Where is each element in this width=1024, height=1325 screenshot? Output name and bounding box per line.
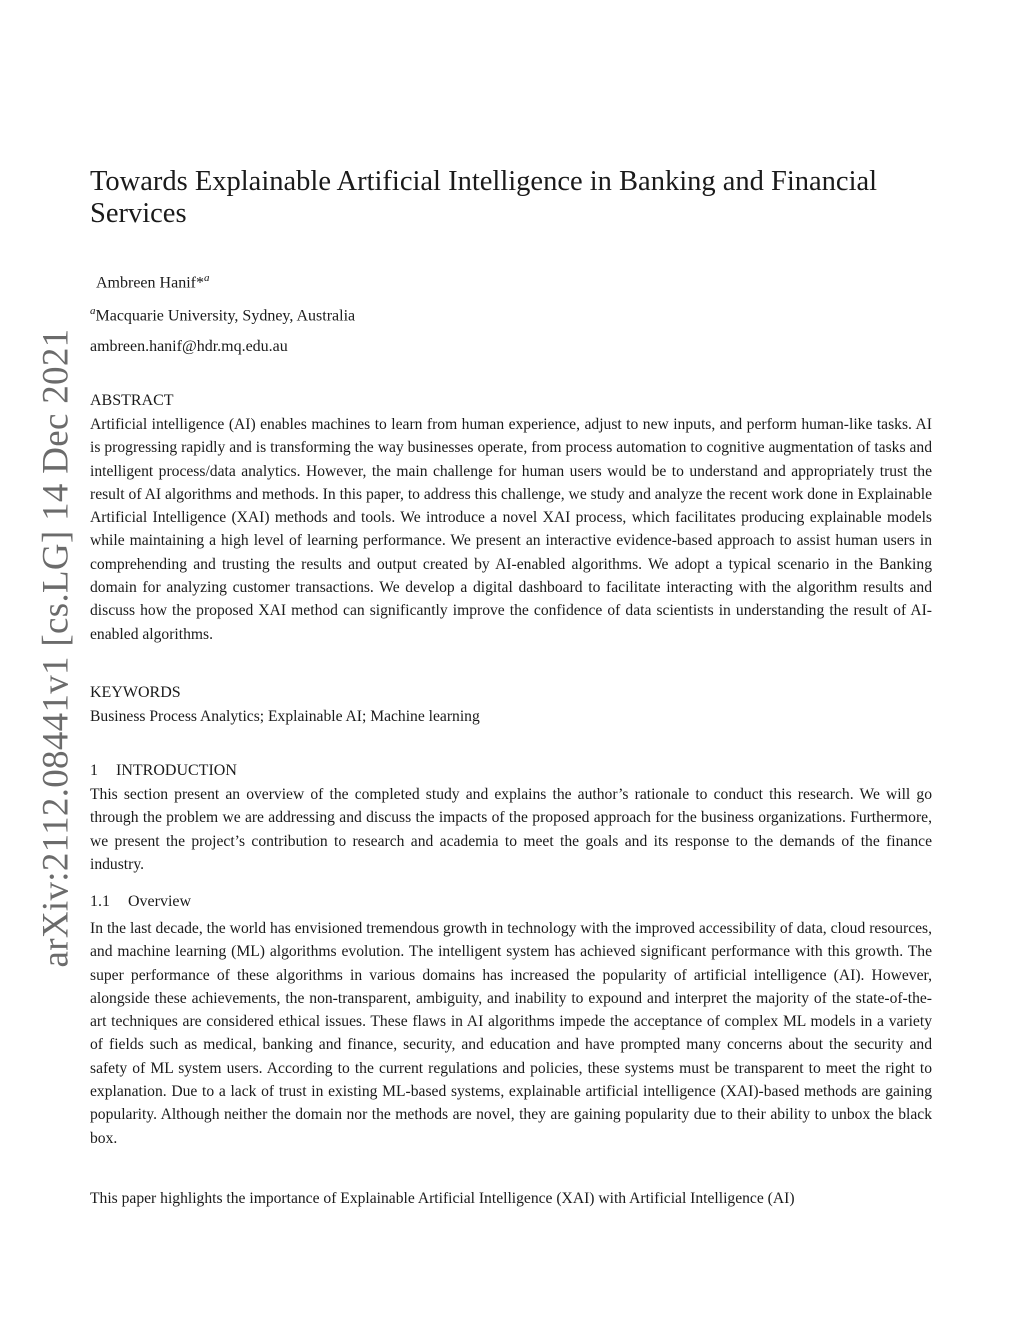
affiliation-line: [90, 305, 355, 325]
section-heading-introduction: [90, 762, 237, 780]
paper-title: Towards Explainable Artificial Intelligence in Banking and Financial Services: [90, 166, 878, 229]
keywords-heading: KEYWORDS: [90, 684, 181, 701]
author-affiliation-marker: a: [203, 272, 210, 284]
arxiv-identifier: arXiv:2112.08441v1 [cs.LG] 14 Dec 2021: [35, 328, 77, 968]
subsection-number: 1.1: [90, 893, 110, 910]
author-name: Ambreen Hanif*: [96, 274, 204, 292]
abstract-text: Artificial intelligence (AI) enables machines to learn from human experience, adjust to new inputs, and perform human-like tasks. AI is progressing rapidly and is transforming the way businesses operate, from process automation to cognitive augmentation of tasks and intelligent process/data analytics. However, the main challenge for human users would be to understand and appropriately trust the result of AI algorithms and methods. In this paper, to address this challenge, we study and analyze the recent work done in Explainable Artificial Intelligence (XAI) methods and tools. We introduce a novel XAI process, which facilitates producing explainable models while maintaining a high level of learning performance. We present an interactive evidence-based approach to assist human users in comprehending and trusting the results and output created by AI-enabled algorithms. We adopt a typical scenario in the Banking domain for analyzing customer transactions. We develop a digital dashboard to facilitate interacting with the algorithm results and discuss how the proposed XAI method can significantly improve the confidence of data scientists in understanding the result of AI-enabled algorithms.: [90, 416, 932, 643]
affiliation-marker: a: [90, 305, 96, 317]
overview-paragraph-2: This paper highlights the importance of Explainable Artificial Intelligence (XAI) with Artificial Intelligence (AI): [90, 1190, 795, 1207]
author-email: ambreen.hanif@hdr.mq.edu.au: [90, 338, 288, 355]
overview-paragraph-1: In the last decade, the world has envisioned tremendous growth in technology with the improved accessibility of data, cloud resources, and machine learning (ML) algorithms evolution. The intelligent system has achieved significant performance with this growth. The super performance of these algorithms in various domains has increased the popularity of artificial intelligence (AI). However, alongside these achievements, the non-transparent, ambiguity, and inability to expound and interpret the majority of the state-of-the-art techniques are considered ethical issues. These flaws in AI algorithms impede the acceptance of complex ML models in a variety of fields such as medical, banking and finance, security, and education and have prompted many concerns about the security and safety of ML system users. According to the current regulations and policies, these systems must be transparent to meet the right to explanation. Due to a lack of trust in existing ML-based systems, explainable artificial intelligence (XAI)-based methods are gaining popularity. Although neither the domain nor the methods are novel, they are gaining popularity due to their ability to unbox the black box.: [90, 920, 932, 1147]
introduction-text: This section present an overview of the completed study and explains the author’s rationale to conduct this research. We will go through the problem we are addressing and discuss the impacts of the proposed approach for the business organizations. Furthermore, we present the project’s contribution to research and academia to meet the goals and its response to the demands of the finance industry.: [90, 786, 932, 873]
subsection-heading-overview: [90, 893, 191, 911]
keywords-text: Business Process Analytics; Explainable AI; Machine learning: [90, 708, 480, 725]
author-line: [96, 272, 209, 292]
abstract-heading: ABSTRACT: [90, 392, 174, 409]
subsection-title: Overview: [128, 893, 192, 910]
section-title: INTRODUCTION: [116, 762, 237, 779]
section-number: 1: [90, 762, 98, 779]
affiliation-text: Macquarie University, Sydney, Australia: [95, 307, 356, 325]
